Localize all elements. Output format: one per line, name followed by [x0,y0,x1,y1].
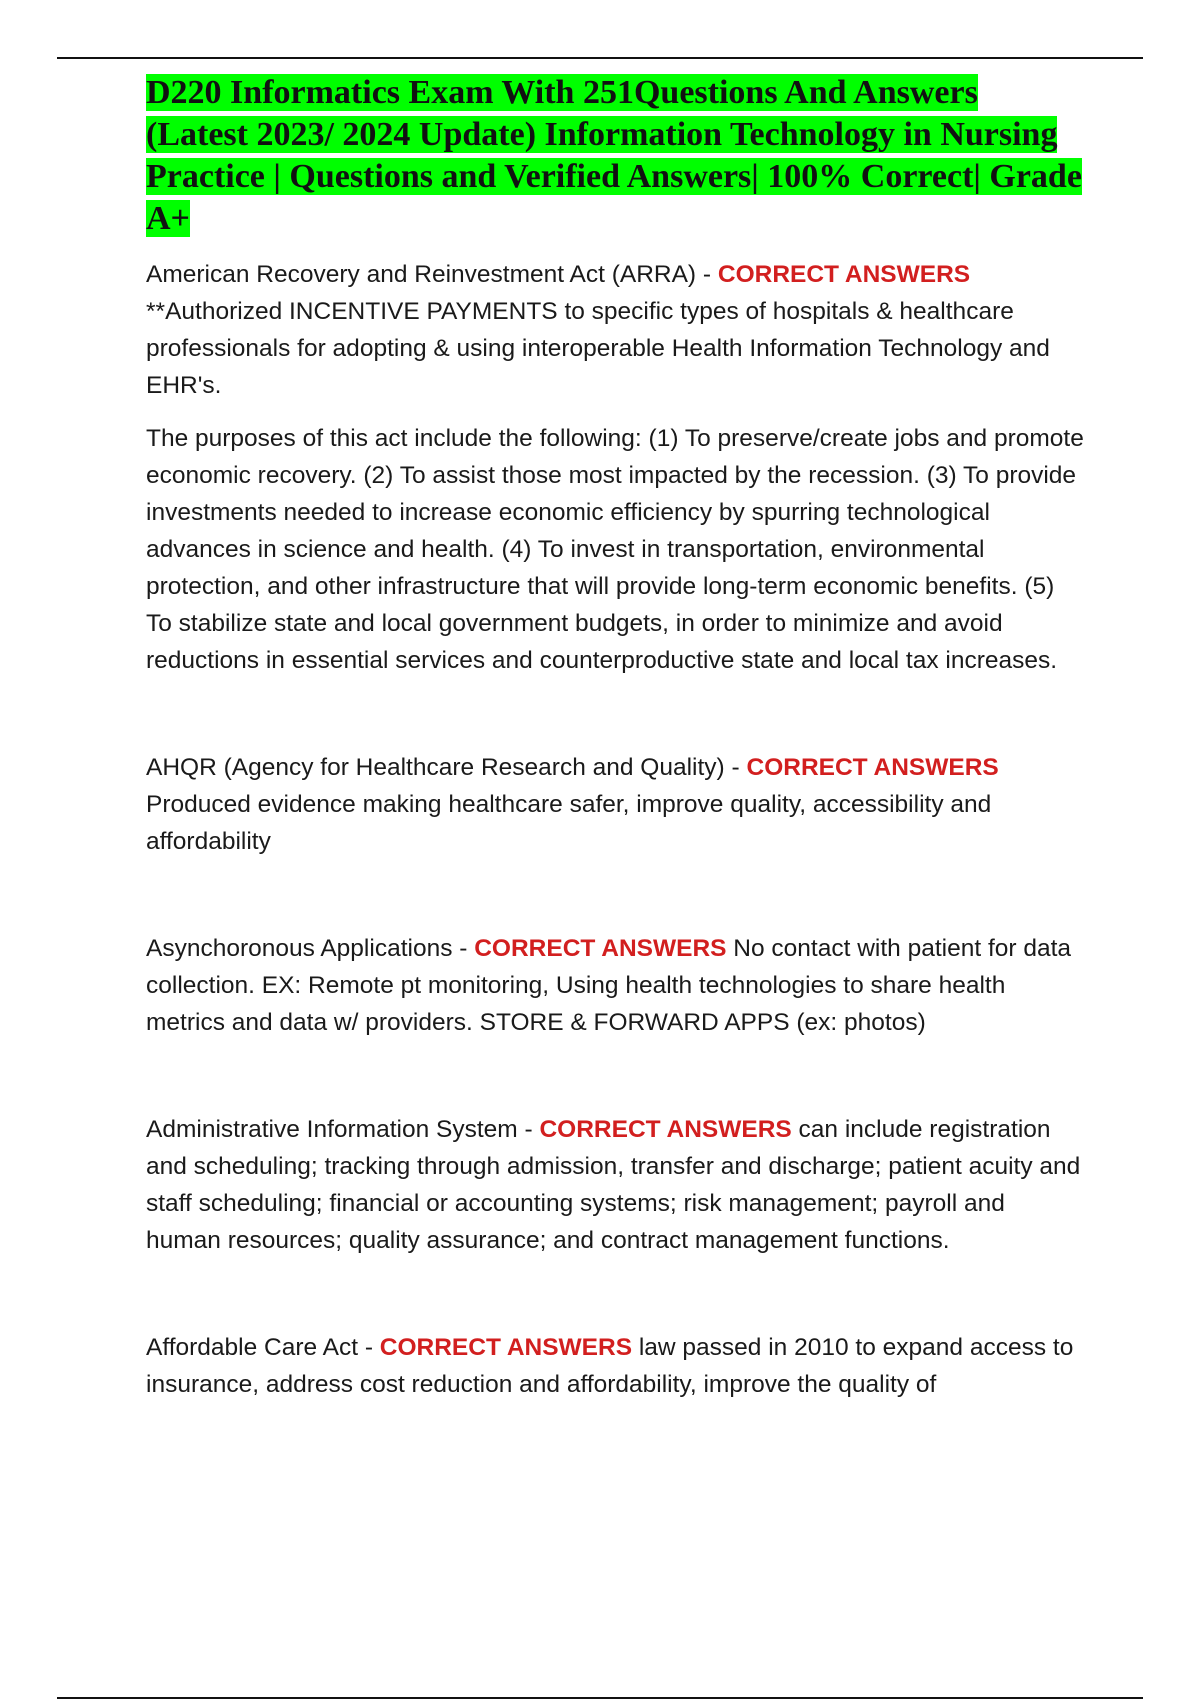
entry-arra [146,256,1086,679]
entry-answer: Produced evidence making healthcare safer, improve quality, accessibility and affordability [146,791,992,855]
document-body [146,72,1086,1403]
entry-administrative [146,1111,1086,1259]
entry-extra: The purposes of this act include the following: (1) To preserve/create jobs and promote economic recovery. (2) To assist those most impacted by the recession. (3) To provide investments needed to increase economic efficiency by spurring technological advances in science and health. (4) To invest in transportation, environmental protection, and other infrastructure that will provide long-term economic benefits. (5) To stabilize state and local government budgets, in order to minimize and avoid reductions in essential services and counterproductive state and local tax increases. [146,425,1084,674]
entry-answer: can include registration and scheduling; tracking through admission, transfer and discharge; patient acuity and staff scheduling; financial or accounting systems; risk management; payroll and human resources; quality assurance; and contract management functions. [146,1116,1081,1254]
title-highlight: D220 Informatics Exam With 251Questions And Answers (Latest 2023/ 2024 Update) Information Technology in Nursing Practice | Questions and Verified Answers| 100% Correct| Grade A+ [146,74,1082,237]
entry-answer: law passed in 2010 to expand access to insurance, address cost reduction and affordability, improve the quality of [146,1334,1074,1398]
entry-ahqr [146,749,1086,860]
entry-text [146,749,1086,860]
bottom-rule [57,1697,1143,1699]
entry-text [146,256,1086,404]
entry-term: Affordable Care Act - [146,1334,380,1361]
entry-text [146,1111,1086,1259]
entry-answer: No contact with patient for data collection. EX: Remote pt monitoring, Using health technologies to share health metrics and data w/ providers. STORE & FORWARD APPS (ex: photos) [146,935,1072,1036]
correct-answers-label: CORRECT ANSWERS [539,1116,792,1143]
correct-answers-label: CORRECT ANSWERS [717,261,971,288]
correct-answers-label: CORRECT ANSWERS [474,935,727,962]
entry-answer: **Authorized INCENTIVE PAYMENTS to specific types of hospitals & healthcare professionals for adopting & using interoperable Health Information Technology and EHR's. [146,298,1050,399]
entry-term: AHQR (Agency for Healthcare Research and Quality) - [146,754,747,781]
top-rule [57,57,1143,59]
entry-aca [146,1329,1086,1403]
entry-text [146,1329,1086,1403]
entry-term: Asynchoronous Applications - [146,935,475,962]
document-title [146,72,1086,240]
entry-term: American Recovery and Reinvestment Act (ARRA) - [146,261,718,288]
entry-text [146,930,1086,1041]
entry-asynchronous [146,930,1086,1041]
correct-answers-label: CORRECT ANSWERS [379,1334,633,1361]
correct-answers-label: CORRECT ANSWERS [746,754,999,781]
entry-term: Administrative Information System - [146,1116,540,1143]
